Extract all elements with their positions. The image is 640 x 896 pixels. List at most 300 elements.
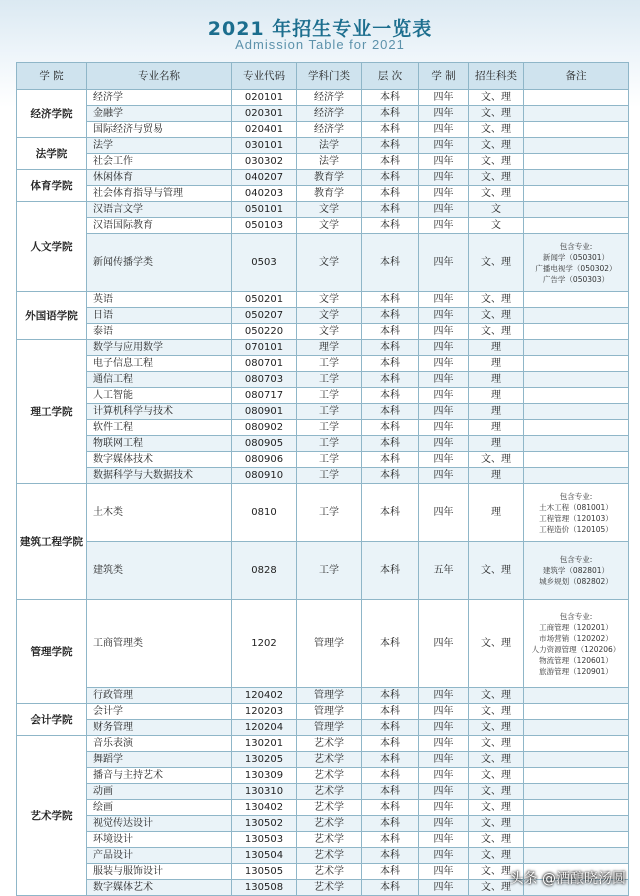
watermark: 头条 @酒酿晓汤圆 bbox=[509, 871, 626, 887]
subject-category: 法学 bbox=[297, 138, 362, 154]
major-name: 舞蹈学 bbox=[87, 752, 232, 768]
study-years: 四年 bbox=[419, 768, 469, 784]
subject-category: 法学 bbox=[297, 154, 362, 170]
major-name: 金融学 bbox=[87, 106, 232, 122]
note-cell bbox=[524, 90, 629, 106]
subject-category: 艺术学 bbox=[297, 832, 362, 848]
major-name: 通信工程 bbox=[87, 372, 232, 388]
major-name: 数字媒体技术 bbox=[87, 452, 232, 468]
note-cell bbox=[524, 800, 629, 816]
table-row bbox=[17, 816, 629, 832]
table-row bbox=[17, 324, 629, 340]
note-line: 城乡规划（082802） bbox=[539, 577, 613, 586]
study-years: 五年 bbox=[419, 542, 469, 600]
note-cell bbox=[524, 720, 629, 736]
degree-level: 本科 bbox=[362, 138, 419, 154]
note-cell bbox=[524, 468, 629, 484]
subject-stream: 文、理 bbox=[469, 832, 524, 848]
subject-stream: 文、理 bbox=[469, 688, 524, 704]
degree-level: 本科 bbox=[362, 688, 419, 704]
note-cell bbox=[524, 106, 629, 122]
table-row bbox=[17, 468, 629, 484]
table-row bbox=[17, 170, 629, 186]
note-cell bbox=[524, 848, 629, 864]
subject-stream: 文、理 bbox=[469, 324, 524, 340]
subject-stream: 理 bbox=[469, 404, 524, 420]
note-cell bbox=[524, 372, 629, 388]
subject-category: 管理学 bbox=[297, 720, 362, 736]
major-code: 130205 bbox=[232, 752, 297, 768]
subject-category: 工学 bbox=[297, 452, 362, 468]
note-cell bbox=[524, 816, 629, 832]
degree-level: 本科 bbox=[362, 106, 419, 122]
subject-stream: 文、理 bbox=[469, 816, 524, 832]
subject-stream: 文、理 bbox=[469, 864, 524, 880]
subject-category: 文学 bbox=[297, 218, 362, 234]
degree-level: 本科 bbox=[362, 484, 419, 542]
subject-category: 教育学 bbox=[297, 186, 362, 202]
subject-stream: 文、理 bbox=[469, 234, 524, 292]
major-name: 数据科学与大数据技术 bbox=[87, 468, 232, 484]
subject-category: 艺术学 bbox=[297, 768, 362, 784]
table-row bbox=[17, 372, 629, 388]
subject-category: 艺术学 bbox=[297, 864, 362, 880]
major-name: 计算机科学与技术 bbox=[87, 404, 232, 420]
study-years: 四年 bbox=[419, 186, 469, 202]
degree-level: 本科 bbox=[362, 800, 419, 816]
header-category: 学科门类 bbox=[297, 63, 362, 90]
header-major: 专业名称 bbox=[87, 63, 232, 90]
subject-stream: 文、理 bbox=[469, 154, 524, 170]
study-years: 四年 bbox=[419, 816, 469, 832]
college-name: 体育学院 bbox=[17, 170, 87, 202]
subject-category: 工学 bbox=[297, 356, 362, 372]
college-name: 理工学院 bbox=[17, 340, 87, 484]
table-row bbox=[17, 292, 629, 308]
subject-category: 艺术学 bbox=[297, 880, 362, 896]
table-row bbox=[17, 154, 629, 170]
subject-category: 艺术学 bbox=[297, 752, 362, 768]
major-code: 080910 bbox=[232, 468, 297, 484]
major-name: 软件工程 bbox=[87, 420, 232, 436]
subject-category: 管理学 bbox=[297, 704, 362, 720]
major-name: 财务管理 bbox=[87, 720, 232, 736]
degree-level: 本科 bbox=[362, 704, 419, 720]
study-years: 四年 bbox=[419, 784, 469, 800]
college-name: 艺术学院 bbox=[17, 736, 87, 896]
note-line: 包含专业: bbox=[559, 555, 593, 564]
degree-level: 本科 bbox=[362, 340, 419, 356]
major-name: 音乐表演 bbox=[87, 736, 232, 752]
subject-stream: 文、理 bbox=[469, 308, 524, 324]
major-name: 国际经济与贸易 bbox=[87, 122, 232, 138]
degree-level: 本科 bbox=[362, 468, 419, 484]
degree-level: 本科 bbox=[362, 234, 419, 292]
degree-level: 本科 bbox=[362, 186, 419, 202]
table-row bbox=[17, 186, 629, 202]
major-name: 环境设计 bbox=[87, 832, 232, 848]
subject-category: 经济学 bbox=[297, 122, 362, 138]
degree-level: 本科 bbox=[362, 736, 419, 752]
table-row bbox=[17, 340, 629, 356]
major-code: 080905 bbox=[232, 436, 297, 452]
subject-category: 理学 bbox=[297, 340, 362, 356]
degree-level: 本科 bbox=[362, 122, 419, 138]
subject-category: 文学 bbox=[297, 234, 362, 292]
major-name: 日语 bbox=[87, 308, 232, 324]
study-years: 四年 bbox=[419, 138, 469, 154]
subject-stream: 文、理 bbox=[469, 138, 524, 154]
note-line: 包含专业: bbox=[559, 241, 593, 251]
header-years: 学 制 bbox=[419, 63, 469, 90]
note-cell bbox=[524, 600, 629, 688]
major-name: 播音与主持艺术 bbox=[87, 768, 232, 784]
table-row bbox=[17, 848, 629, 864]
degree-level: 本科 bbox=[362, 768, 419, 784]
note-cell bbox=[524, 420, 629, 436]
subject-stream: 文、理 bbox=[469, 90, 524, 106]
table-row bbox=[17, 720, 629, 736]
table-row bbox=[17, 704, 629, 720]
major-code: 080906 bbox=[232, 452, 297, 468]
page-title: 2021 年招生专业一览表 bbox=[207, 18, 433, 40]
note-cell bbox=[524, 784, 629, 800]
table-row bbox=[17, 600, 629, 688]
subject-category: 经济学 bbox=[297, 106, 362, 122]
major-code: 070101 bbox=[232, 340, 297, 356]
major-code: 130309 bbox=[232, 768, 297, 784]
major-name: 产品设计 bbox=[87, 848, 232, 864]
study-years: 四年 bbox=[419, 340, 469, 356]
subject-category: 文学 bbox=[297, 292, 362, 308]
table-row bbox=[17, 688, 629, 704]
table-row bbox=[17, 436, 629, 452]
note-cell bbox=[524, 484, 629, 542]
major-code: 130508 bbox=[232, 880, 297, 896]
table-row bbox=[17, 452, 629, 468]
note-line: 市场营销（120202） bbox=[539, 633, 613, 643]
subject-stream: 理 bbox=[469, 484, 524, 542]
subject-stream: 文、理 bbox=[469, 122, 524, 138]
major-code: 130504 bbox=[232, 848, 297, 864]
major-code: 050101 bbox=[232, 202, 297, 218]
table-row bbox=[17, 542, 629, 600]
table-row bbox=[17, 784, 629, 800]
major-name: 绘画 bbox=[87, 800, 232, 816]
note-cell bbox=[524, 308, 629, 324]
table-row bbox=[17, 202, 629, 218]
major-code: 020101 bbox=[232, 90, 297, 106]
note-cell bbox=[524, 292, 629, 308]
degree-level: 本科 bbox=[362, 154, 419, 170]
subject-stream: 文、理 bbox=[469, 720, 524, 736]
note-line: 工程管理（120103） bbox=[539, 513, 613, 523]
note-cell bbox=[524, 436, 629, 452]
college-name: 经济学院 bbox=[17, 90, 87, 138]
subject-category: 工学 bbox=[297, 372, 362, 388]
study-years: 四年 bbox=[419, 880, 469, 896]
header-level: 层 次 bbox=[362, 63, 419, 90]
study-years: 四年 bbox=[419, 404, 469, 420]
major-code: 050103 bbox=[232, 218, 297, 234]
subject-category: 文学 bbox=[297, 308, 362, 324]
study-years: 四年 bbox=[419, 122, 469, 138]
study-years: 四年 bbox=[419, 848, 469, 864]
major-name: 工商管理类 bbox=[87, 600, 232, 688]
subject-stream: 理 bbox=[469, 388, 524, 404]
subject-stream: 文、理 bbox=[469, 768, 524, 784]
study-years: 四年 bbox=[419, 600, 469, 688]
major-code: 080717 bbox=[232, 388, 297, 404]
study-years: 四年 bbox=[419, 688, 469, 704]
degree-level: 本科 bbox=[362, 880, 419, 896]
subject-stream: 文、理 bbox=[469, 292, 524, 308]
study-years: 四年 bbox=[419, 308, 469, 324]
degree-level: 本科 bbox=[362, 784, 419, 800]
subject-stream: 文、理 bbox=[469, 186, 524, 202]
table-row bbox=[17, 308, 629, 324]
table-row bbox=[17, 752, 629, 768]
header-code: 专业代码 bbox=[232, 63, 297, 90]
subject-category: 工学 bbox=[297, 436, 362, 452]
note-cell bbox=[524, 752, 629, 768]
degree-level: 本科 bbox=[362, 324, 419, 340]
subject-category: 工学 bbox=[297, 468, 362, 484]
degree-level: 本科 bbox=[362, 90, 419, 106]
study-years: 四年 bbox=[419, 154, 469, 170]
degree-level: 本科 bbox=[362, 452, 419, 468]
major-code: 1202 bbox=[232, 600, 297, 688]
page-subtitle: Admission Table for 2021 bbox=[235, 37, 405, 52]
table-row bbox=[17, 106, 629, 122]
degree-level: 本科 bbox=[362, 372, 419, 388]
subject-category: 艺术学 bbox=[297, 816, 362, 832]
subject-category: 工学 bbox=[297, 420, 362, 436]
table-row bbox=[17, 484, 629, 542]
subject-stream: 理 bbox=[469, 468, 524, 484]
note-line: 广播电视学（050302） bbox=[535, 263, 617, 273]
note-line: 广告学（050303） bbox=[542, 274, 610, 284]
table-row bbox=[17, 768, 629, 784]
college-name: 法学院 bbox=[17, 138, 87, 170]
note-cell bbox=[524, 340, 629, 356]
study-years: 四年 bbox=[419, 170, 469, 186]
table-row bbox=[17, 122, 629, 138]
major-name: 服装与服饰设计 bbox=[87, 864, 232, 880]
degree-level: 本科 bbox=[362, 848, 419, 864]
major-name: 动画 bbox=[87, 784, 232, 800]
table-row bbox=[17, 832, 629, 848]
major-code: 130502 bbox=[232, 816, 297, 832]
subject-category: 艺术学 bbox=[297, 848, 362, 864]
major-code: 080901 bbox=[232, 404, 297, 420]
table-row bbox=[17, 234, 629, 292]
major-code: 080701 bbox=[232, 356, 297, 372]
major-code: 020301 bbox=[232, 106, 297, 122]
note-cell bbox=[524, 736, 629, 752]
major-name: 土木类 bbox=[87, 484, 232, 542]
note-cell bbox=[524, 704, 629, 720]
major-code: 130503 bbox=[232, 832, 297, 848]
major-name: 人工智能 bbox=[87, 388, 232, 404]
study-years: 四年 bbox=[419, 832, 469, 848]
study-years: 四年 bbox=[419, 752, 469, 768]
subject-category: 工学 bbox=[297, 388, 362, 404]
major-code: 130505 bbox=[232, 864, 297, 880]
note-cell bbox=[524, 202, 629, 218]
subject-stream: 文、理 bbox=[469, 752, 524, 768]
subject-category: 经济学 bbox=[297, 90, 362, 106]
note-cell bbox=[524, 122, 629, 138]
major-code: 120203 bbox=[232, 704, 297, 720]
degree-level: 本科 bbox=[362, 388, 419, 404]
study-years: 四年 bbox=[419, 292, 469, 308]
study-years: 四年 bbox=[419, 388, 469, 404]
note-line: 包含专业: bbox=[559, 491, 593, 501]
major-code: 130402 bbox=[232, 800, 297, 816]
note-cell bbox=[524, 138, 629, 154]
major-name: 休闲体育 bbox=[87, 170, 232, 186]
degree-level: 本科 bbox=[362, 356, 419, 372]
major-name: 物联网工程 bbox=[87, 436, 232, 452]
study-years: 四年 bbox=[419, 106, 469, 122]
note-cell bbox=[524, 542, 629, 600]
note-cell bbox=[524, 154, 629, 170]
subject-stream: 文、理 bbox=[469, 600, 524, 688]
subject-stream: 文 bbox=[469, 202, 524, 218]
table-row bbox=[17, 218, 629, 234]
header-note: 备注 bbox=[524, 63, 629, 90]
subject-stream: 文、理 bbox=[469, 170, 524, 186]
subject-category: 艺术学 bbox=[297, 784, 362, 800]
subject-stream: 理 bbox=[469, 420, 524, 436]
subject-stream: 理 bbox=[469, 356, 524, 372]
degree-level: 本科 bbox=[362, 600, 419, 688]
college-name: 会计学院 bbox=[17, 704, 87, 736]
major-name: 社会工作 bbox=[87, 154, 232, 170]
study-years: 四年 bbox=[419, 468, 469, 484]
note-line: 旅游管理（120901） bbox=[539, 666, 613, 676]
note-cell bbox=[524, 832, 629, 848]
subject-stream: 文、理 bbox=[469, 880, 524, 896]
subject-category: 教育学 bbox=[297, 170, 362, 186]
subject-category: 管理学 bbox=[297, 600, 362, 688]
college-name: 外国语学院 bbox=[17, 292, 87, 340]
major-name: 会计学 bbox=[87, 704, 232, 720]
note-line: 包含专业: bbox=[559, 611, 593, 621]
college-name: 人文学院 bbox=[17, 202, 87, 292]
study-years: 四年 bbox=[419, 800, 469, 816]
table-row bbox=[17, 420, 629, 436]
subject-category: 艺术学 bbox=[297, 800, 362, 816]
major-code: 080902 bbox=[232, 420, 297, 436]
major-name: 社会体育指导与管理 bbox=[87, 186, 232, 202]
table-row bbox=[17, 404, 629, 420]
major-code: 050220 bbox=[232, 324, 297, 340]
subject-stream: 文、理 bbox=[469, 542, 524, 600]
subject-stream: 文 bbox=[469, 218, 524, 234]
subject-stream: 文、理 bbox=[469, 704, 524, 720]
major-code: 080703 bbox=[232, 372, 297, 388]
subject-stream: 文、理 bbox=[469, 848, 524, 864]
note-line: 物流管理（120601） bbox=[539, 655, 613, 665]
major-name: 数字媒体艺术 bbox=[87, 880, 232, 896]
major-name: 经济学 bbox=[87, 90, 232, 106]
table-row bbox=[17, 356, 629, 372]
note-line: 工商管理（120201） bbox=[539, 622, 613, 632]
note-cell bbox=[524, 170, 629, 186]
major-code: 0828 bbox=[232, 542, 297, 600]
major-code: 020401 bbox=[232, 122, 297, 138]
note-cell bbox=[524, 688, 629, 704]
study-years: 四年 bbox=[419, 234, 469, 292]
major-code: 0810 bbox=[232, 484, 297, 542]
study-years: 四年 bbox=[419, 420, 469, 436]
major-name: 汉语言文学 bbox=[87, 202, 232, 218]
degree-level: 本科 bbox=[362, 308, 419, 324]
study-years: 四年 bbox=[419, 720, 469, 736]
major-code: 0503 bbox=[232, 234, 297, 292]
study-years: 四年 bbox=[419, 864, 469, 880]
header-subjects: 招生科类 bbox=[469, 63, 524, 90]
note-cell bbox=[524, 356, 629, 372]
note-line: 工程造价（120105） bbox=[539, 524, 613, 534]
major-name: 建筑类 bbox=[87, 542, 232, 600]
study-years: 四年 bbox=[419, 372, 469, 388]
major-code: 130201 bbox=[232, 736, 297, 752]
admission-table bbox=[16, 62, 629, 896]
note-cell bbox=[524, 452, 629, 468]
study-years: 四年 bbox=[419, 436, 469, 452]
study-years: 四年 bbox=[419, 356, 469, 372]
study-years: 四年 bbox=[419, 218, 469, 234]
major-code: 030101 bbox=[232, 138, 297, 154]
degree-level: 本科 bbox=[362, 720, 419, 736]
college-name: 建筑工程学院 bbox=[17, 484, 87, 600]
major-name: 英语 bbox=[87, 292, 232, 308]
table-row bbox=[17, 138, 629, 154]
subject-stream: 文、理 bbox=[469, 784, 524, 800]
major-name: 法学 bbox=[87, 138, 232, 154]
degree-level: 本科 bbox=[362, 202, 419, 218]
table-row bbox=[17, 388, 629, 404]
table-row bbox=[17, 736, 629, 752]
degree-level: 本科 bbox=[362, 420, 419, 436]
major-name: 新闻传播学类 bbox=[87, 234, 232, 292]
subject-stream: 理 bbox=[469, 436, 524, 452]
table-row bbox=[17, 800, 629, 816]
degree-level: 本科 bbox=[362, 832, 419, 848]
major-name: 泰语 bbox=[87, 324, 232, 340]
major-code: 130310 bbox=[232, 784, 297, 800]
subject-stream: 理 bbox=[469, 340, 524, 356]
study-years: 四年 bbox=[419, 452, 469, 468]
degree-level: 本科 bbox=[362, 542, 419, 600]
degree-level: 本科 bbox=[362, 218, 419, 234]
subject-category: 艺术学 bbox=[297, 736, 362, 752]
major-code: 120204 bbox=[232, 720, 297, 736]
note-cell bbox=[524, 404, 629, 420]
note-cell bbox=[524, 388, 629, 404]
major-code: 040203 bbox=[232, 186, 297, 202]
note-cell bbox=[524, 324, 629, 340]
degree-level: 本科 bbox=[362, 404, 419, 420]
subject-category: 工学 bbox=[297, 404, 362, 420]
degree-level: 本科 bbox=[362, 864, 419, 880]
degree-level: 本科 bbox=[362, 436, 419, 452]
note-line: 土木工程（081001） bbox=[539, 502, 613, 512]
subject-category: 文学 bbox=[297, 324, 362, 340]
